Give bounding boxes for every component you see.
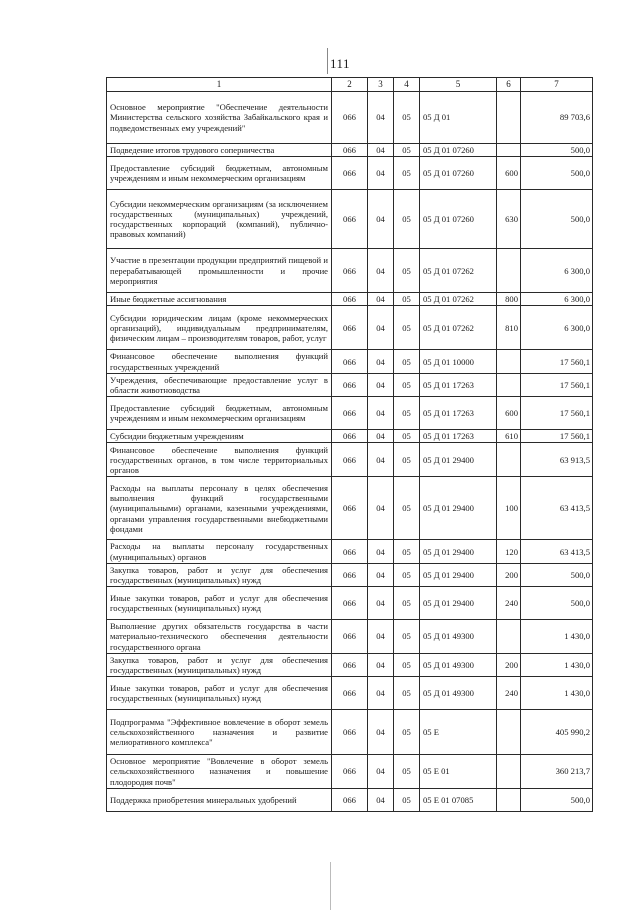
amount: 6 300,0 [521, 293, 593, 306]
target-item-code: 05 Д 01 29400 [420, 443, 497, 477]
expense-type-code: 240 [497, 587, 521, 620]
expense-type-code: 800 [497, 293, 521, 306]
expense-type-code: 120 [497, 540, 521, 563]
subsection-code: 05 [394, 477, 420, 540]
subsection-code: 05 [394, 620, 420, 654]
target-item-code: 05 Д 01 07262 [420, 249, 497, 293]
row-name: Иные закупки товаров, работ и услуг для обеспечения государственных (муниципальных) нужд [107, 587, 332, 620]
row-name: Подведение итогов трудового соперничества [107, 144, 332, 157]
ministry-code: 066 [332, 540, 368, 563]
amount: 63 413,5 [521, 477, 593, 540]
subsection-code: 05 [394, 788, 420, 811]
ministry-code: 066 [332, 587, 368, 620]
target-item-code: 05 Д 01 07260 [420, 144, 497, 157]
row-name: Участие в презентации продукции предприятий пищевой и перерабатывающей промышленности и прочие мероприятия [107, 249, 332, 293]
target-item-code: 05 Д 01 07262 [420, 293, 497, 306]
amount: 500,0 [521, 563, 593, 586]
column-header: 7 [521, 78, 593, 92]
subsection-code: 05 [394, 306, 420, 350]
section-code: 04 [368, 92, 394, 144]
row-name: Предоставление субсидий бюджетным, автономным учреждениям и иным некоммерческим организациям [107, 397, 332, 430]
table-row [107, 710, 593, 755]
ministry-code: 066 [332, 563, 368, 586]
row-name: Поддержка приобретения минеральных удобрений [107, 788, 332, 811]
subsection-code: 05 [394, 397, 420, 430]
expense-type-code [497, 92, 521, 144]
column-header: 4 [394, 78, 420, 92]
ministry-code: 066 [332, 293, 368, 306]
row-name: Расходы на выплаты персоналу государственных (муниципальных) органов [107, 540, 332, 563]
target-item-code: 05 Д 01 29400 [420, 477, 497, 540]
ministry-code: 066 [332, 190, 368, 249]
ministry-code: 066 [332, 620, 368, 654]
ministry-code: 066 [332, 157, 368, 190]
row-name: Основное мероприятие "Вовлечение в оборот земель сельскохозяйственного назначения и повышение плодородия почв" [107, 755, 332, 789]
table-row [107, 755, 593, 789]
section-code: 04 [368, 190, 394, 249]
amount: 63 413,5 [521, 540, 593, 563]
column-header: 1 [107, 78, 332, 92]
table-row [107, 653, 593, 676]
section-code: 04 [368, 710, 394, 755]
section-code: 04 [368, 443, 394, 477]
table-row [107, 397, 593, 430]
amount: 17 560,1 [521, 430, 593, 443]
target-item-code: 05 Д 01 29400 [420, 540, 497, 563]
target-item-code: 05 Д 01 49300 [420, 653, 497, 676]
target-item-code: 05 Е 01 07085 [420, 788, 497, 811]
budget-table [106, 77, 593, 812]
section-code: 04 [368, 563, 394, 586]
table-row [107, 190, 593, 249]
row-name: Закупка товаров, работ и услуг для обеспечения государственных (муниципальных) нужд [107, 563, 332, 586]
ministry-code: 066 [332, 430, 368, 443]
table-row [107, 249, 593, 293]
subsection-code: 05 [394, 563, 420, 586]
subsection-code: 05 [394, 540, 420, 563]
expense-type-code [497, 788, 521, 811]
amount: 405 990,2 [521, 710, 593, 755]
column-header: 2 [332, 78, 368, 92]
section-code: 04 [368, 755, 394, 789]
column-header: 6 [497, 78, 521, 92]
subsection-code: 05 [394, 92, 420, 144]
page-number: 111 [330, 56, 351, 71]
expense-type-code [497, 710, 521, 755]
expense-type-code [497, 373, 521, 396]
subsection-code: 05 [394, 587, 420, 620]
subsection-code: 05 [394, 144, 420, 157]
expense-type-code: 240 [497, 677, 521, 710]
section-code: 04 [368, 788, 394, 811]
target-item-code: 05 Д 01 17263 [420, 397, 497, 430]
row-name: Субсидии бюджетным учреждениям [107, 430, 332, 443]
section-code: 04 [368, 587, 394, 620]
ministry-code: 066 [332, 677, 368, 710]
ministry-code: 066 [332, 144, 368, 157]
subsection-code: 05 [394, 157, 420, 190]
row-name: Субсидии некоммерческим организациям (за исключением государственных (муниципальных) учреждений, государственных корпораций (компаний), публично-правовых компаний) [107, 190, 332, 249]
amount: 500,0 [521, 157, 593, 190]
subsection-code: 05 [394, 677, 420, 710]
target-item-code: 05 Д 01 49300 [420, 620, 497, 654]
ministry-code: 066 [332, 477, 368, 540]
row-name: Закупка товаров, работ и услуг для обеспечения государственных (муниципальных) нужд [107, 653, 332, 676]
amount: 6 300,0 [521, 249, 593, 293]
row-name: Субсидии юридическим лицам (кроме некоммерческих организаций), индивидуальным предпринимателям, физическим лицам – производителям товаров, работ, услуг [107, 306, 332, 350]
ministry-code: 066 [332, 788, 368, 811]
subsection-code: 05 [394, 190, 420, 249]
section-code: 04 [368, 144, 394, 157]
row-name: Расходы на выплаты персоналу в целях обеспечения выполнения функций государственными (муниципальными) органами, казенными учреждениями, органами управления государственными внебюджетными фондами [107, 477, 332, 540]
expense-type-code: 600 [497, 397, 521, 430]
amount: 1 430,0 [521, 653, 593, 676]
amount: 500,0 [521, 190, 593, 249]
amount: 17 560,1 [521, 350, 593, 373]
table-row [107, 306, 593, 350]
table-row [107, 443, 593, 477]
target-item-code: 05 Д 01 17263 [420, 430, 497, 443]
table-row [107, 540, 593, 563]
target-item-code: 05 Е 01 [420, 755, 497, 789]
ministry-code: 066 [332, 397, 368, 430]
ministry-code: 066 [332, 249, 368, 293]
row-name: Подпрограмма "Эффективное вовлечение в оборот земель сельскохозяйственного назначения и развитие мелиоративного комплекса" [107, 710, 332, 755]
section-code: 04 [368, 677, 394, 710]
ministry-code: 066 [332, 653, 368, 676]
amount: 500,0 [521, 587, 593, 620]
section-code: 04 [368, 397, 394, 430]
row-name: Предоставление субсидий бюджетным, автономным учреждениям и иным некоммерческим организациям [107, 157, 332, 190]
target-item-code: 05 Д 01 07260 [420, 190, 497, 249]
table-row [107, 563, 593, 586]
target-item-code: 05 Д 01 07262 [420, 306, 497, 350]
target-item-code: 05 Е [420, 710, 497, 755]
row-name: Учреждения, обеспечивающие предоставление услуг в области животноводства [107, 373, 332, 396]
amount: 17 560,1 [521, 373, 593, 396]
expense-type-code: 200 [497, 563, 521, 586]
table-row [107, 157, 593, 190]
section-code: 04 [368, 157, 394, 190]
subsection-code: 05 [394, 350, 420, 373]
amount: 500,0 [521, 144, 593, 157]
table-row [107, 477, 593, 540]
amount: 360 213,7 [521, 755, 593, 789]
section-code: 04 [368, 373, 394, 396]
expense-type-code [497, 249, 521, 293]
amount: 500,0 [521, 788, 593, 811]
expense-type-code [497, 620, 521, 654]
subsection-code: 05 [394, 755, 420, 789]
section-code: 04 [368, 620, 394, 654]
ministry-code: 066 [332, 755, 368, 789]
section-code: 04 [368, 249, 394, 293]
table-row [107, 373, 593, 396]
section-code: 04 [368, 540, 394, 563]
amount: 63 913,5 [521, 443, 593, 477]
row-name: Выполнение других обязательств государства в части материально-технического обеспечения деятельности государственного органа [107, 620, 332, 654]
amount: 6 300,0 [521, 306, 593, 350]
row-name: Иные бюджетные ассигнования [107, 293, 332, 306]
scan-line [327, 48, 328, 74]
ministry-code: 066 [332, 443, 368, 477]
expense-type-code [497, 144, 521, 157]
ministry-code: 066 [332, 306, 368, 350]
expense-type-code: 200 [497, 653, 521, 676]
target-item-code: 05 Д 01 07260 [420, 157, 497, 190]
table-row [107, 144, 593, 157]
table-row [107, 92, 593, 144]
ministry-code: 066 [332, 350, 368, 373]
subsection-code: 05 [394, 249, 420, 293]
expense-type-code: 810 [497, 306, 521, 350]
table-row [107, 293, 593, 306]
amount: 89 703,6 [521, 92, 593, 144]
subsection-code: 05 [394, 653, 420, 676]
ministry-code: 066 [332, 92, 368, 144]
table-row [107, 788, 593, 811]
subsection-code: 05 [394, 293, 420, 306]
expense-type-code [497, 755, 521, 789]
column-header: 3 [368, 78, 394, 92]
expense-type-code: 100 [497, 477, 521, 540]
row-name: Финансовое обеспечение выполнения функций государственных органов, в том числе территориальных органов [107, 443, 332, 477]
section-code: 04 [368, 477, 394, 540]
section-code: 04 [368, 293, 394, 306]
target-item-code: 05 Д 01 10000 [420, 350, 497, 373]
target-item-code: 05 Д 01 29400 [420, 563, 497, 586]
expense-type-code: 600 [497, 157, 521, 190]
target-item-code: 05 Д 01 29400 [420, 587, 497, 620]
ministry-code: 066 [332, 710, 368, 755]
amount: 1 430,0 [521, 677, 593, 710]
table-row [107, 350, 593, 373]
row-name: Иные закупки товаров, работ и услуг для обеспечения государственных (муниципальных) нужд [107, 677, 332, 710]
amount: 17 560,1 [521, 397, 593, 430]
ministry-code: 066 [332, 373, 368, 396]
table-row [107, 587, 593, 620]
target-item-code: 05 Д 01 17263 [420, 373, 497, 396]
section-code: 04 [368, 653, 394, 676]
section-code: 04 [368, 430, 394, 443]
table-row [107, 430, 593, 443]
subsection-code: 05 [394, 443, 420, 477]
subsection-code: 05 [394, 373, 420, 396]
section-code: 04 [368, 306, 394, 350]
expense-type-code [497, 350, 521, 373]
subsection-code: 05 [394, 430, 420, 443]
target-item-code: 05 Д 01 49300 [420, 677, 497, 710]
expense-type-code [497, 443, 521, 477]
table-row [107, 677, 593, 710]
scan-line [330, 862, 331, 910]
row-name: Финансовое обеспечение выполнения функций государственных учреждений [107, 350, 332, 373]
expense-type-code: 630 [497, 190, 521, 249]
header-row [107, 78, 593, 92]
table-row [107, 620, 593, 654]
amount: 1 430,0 [521, 620, 593, 654]
row-name: Основное мероприятие "Обеспечение деятельности Министерства сельского хозяйства Забайкальского края и подведомственных ему учреждений" [107, 92, 332, 144]
section-code: 04 [368, 350, 394, 373]
expense-type-code: 610 [497, 430, 521, 443]
subsection-code: 05 [394, 710, 420, 755]
target-item-code: 05 Д 01 [420, 92, 497, 144]
column-header: 5 [420, 78, 497, 92]
